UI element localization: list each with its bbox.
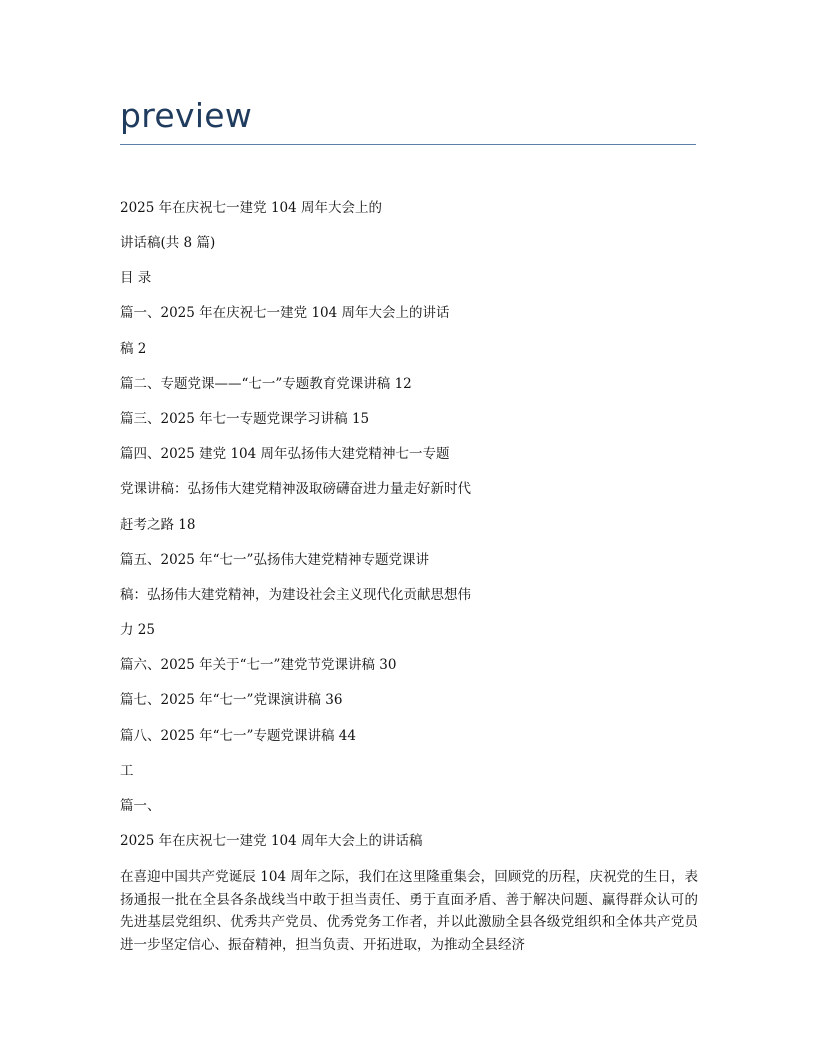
title-divider <box>120 144 696 145</box>
toc-line: 篇八、2025 年“七一”专题党课讲稿 44 <box>120 728 356 744</box>
toc-line: 篇六、2025 年关于“七一”建党节党课讲稿 30 <box>120 657 397 673</box>
toc-line: 篇三、2025 年七一专题党课学习讲稿 15 <box>120 411 370 427</box>
toc-line: 篇四、2025 建党 104 周年弘扬伟大建党精神七一专题 <box>120 446 450 462</box>
toc-line: 篇一、2025 年在庆祝七一建党 104 周年大会上的讲话 <box>120 305 450 321</box>
toc-line: 目 录 <box>120 270 152 286</box>
section-heading: 2025 年在庆祝七一建党 104 周年大会上的讲话稿 <box>120 833 423 849</box>
toc-line: 篇二、专题党课——“七一”专题教育党课讲稿 12 <box>120 376 412 392</box>
toc-line: 稿：弘扬伟大建党精神，为建设社会主义现代化贡献思想伟 <box>120 587 471 603</box>
toc-line: 赶考之路 18 <box>120 517 196 533</box>
toc-line: 2025 年在庆祝七一建党 104 周年大会上的 <box>120 200 382 216</box>
toc-line: 讲话稿(共 8 篇) <box>120 235 216 251</box>
toc-line: 力 25 <box>120 622 155 638</box>
toc-line: 稿 2 <box>120 341 147 357</box>
body-paragraph: 在喜迎中国共产党诞辰 104 周年之际，我们在这里隆重集会，回顾党的历程，庆祝党的生日，表扬通报一批在全县各条战线当中敢于担当责任、勇于直面矛盾、善于解决问题、赢得群众认可的先进基层党组织、优秀共产党员、优秀党务工作者，并以此激励全县各级党组织和全体共产党员进一步坚定信心、振奋精神，担当负责、开拓进取，为推动全县经济 <box>120 869 698 953</box>
toc-line: 工 <box>120 763 134 779</box>
page-title: preview <box>120 96 253 135</box>
toc-line: 篇七、2025 年“七一”党课演讲稿 36 <box>120 692 343 708</box>
toc-line: 篇五、2025 年“七一”弘扬伟大建党精神专题党课讲 <box>120 552 429 568</box>
toc-line: 党课讲稿：弘扬伟大建党精神汲取磅礴奋进力量走好新时代 <box>120 481 471 497</box>
toc-line: 篇一、 <box>120 798 161 814</box>
